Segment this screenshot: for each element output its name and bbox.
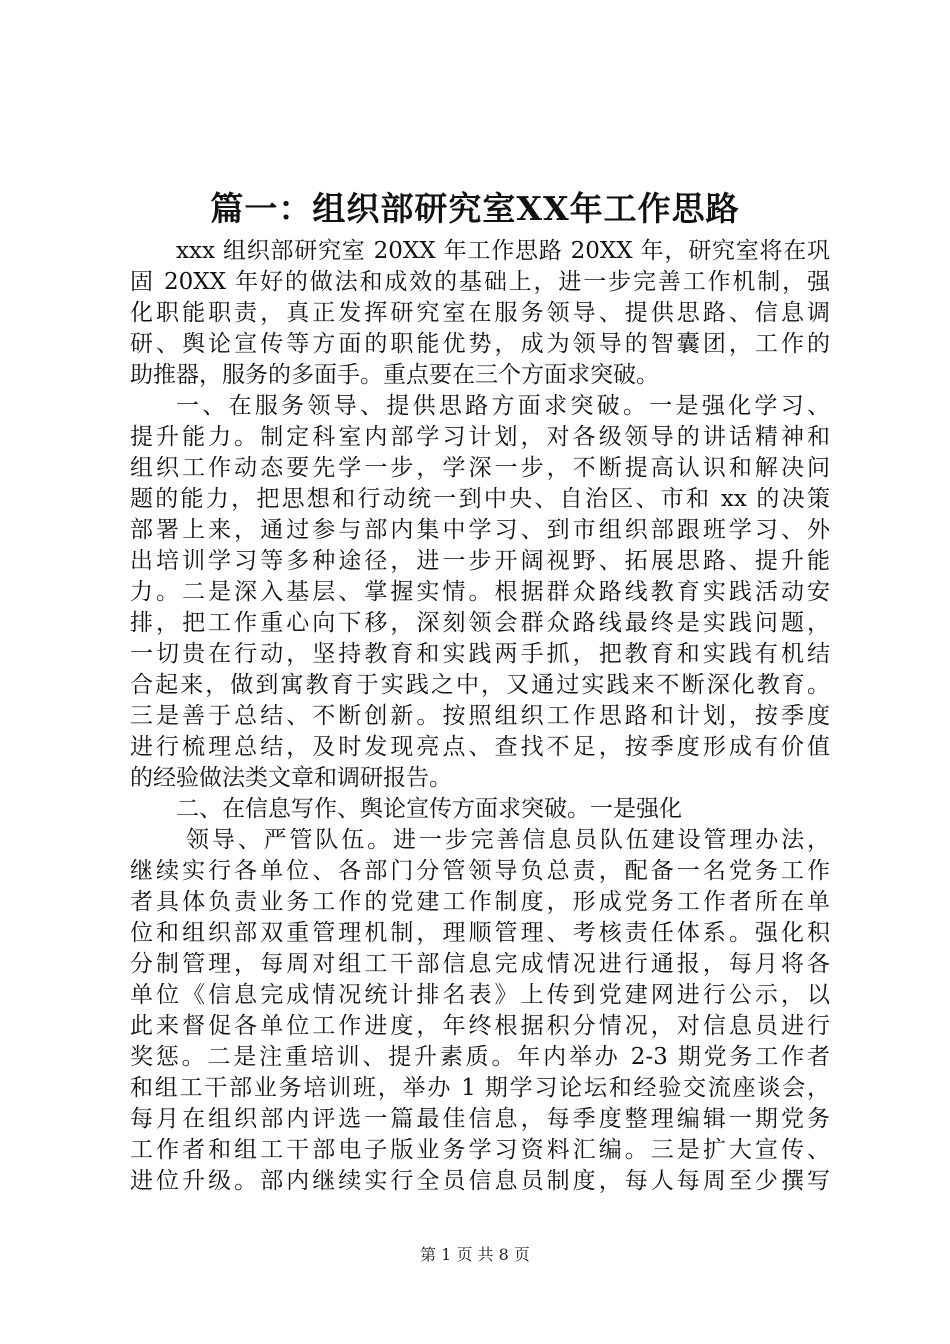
body-line: 合起来，做到寓教育于实践之中，又通过实践来不断深化教育。 (130, 672, 830, 698)
body-line: 三是善于总结、不断创新。按照组织工作思路和计划，按季度 (130, 703, 830, 729)
body-line: 提升能力。制定科室内部学习计划，对各级领导的讲话精神和 (130, 424, 830, 450)
body-line: 固 20XX 年好的做法和成效的基础上，进一步完善工作机制，强 (130, 269, 830, 295)
body-line: 排，把工作重心向下移，深刻领会群众路线最终是实践问题， (130, 610, 830, 636)
body-line: 此来督促各单位工作进度，年终根据积分情况，对信息员进行 (130, 1013, 830, 1039)
body-line: 继续实行各单位、各部门分管领导负总责，配备一名党务工作 (130, 858, 830, 884)
body-line: 位和组织部双重管理机制，理顺管理、考核责任体系。强化积 (130, 920, 830, 946)
body-line: 组织工作动态要先学一步，学深一步，不断提高认识和解决问 (130, 455, 830, 481)
document-title: 篇一：组织部研究室XX年工作思路 (210, 189, 740, 228)
body-line: 研、舆论宣传等方面的职能优势，成为领导的智囊团，工作的 (130, 331, 830, 357)
body-line: 分制管理，每周对组工干部信息完成情况进行通报，每月将各 (130, 951, 830, 977)
body-line: 奖惩。二是注重培训、提升素质。年内举办 2-3 期党务工作者 (130, 1044, 830, 1070)
body-line: 进行梳理总结，及时发现亮点、查找不足，按季度形成有价值 (130, 734, 830, 760)
body-line: 领导、严管队伍。进一步完善信息员队伍建设管理办法， (186, 827, 830, 853)
body-line: 的经验做法类文章和调研报告。 (130, 765, 452, 791)
document-body (130, 236, 830, 1197)
body-line: 出培训学习等多种途径，进一步开阔视野、拓展思路、提升能 (130, 548, 830, 574)
body-line: 进位升级。部内继续实行全员信息员制度，每人每周至少撰写 (130, 1168, 830, 1194)
body-line: 力。二是深入基层、掌握实情。根据群众路线教育实践活动安 (130, 579, 830, 605)
body-line: 每月在组织部内评选一篇最佳信息，每季度整理编辑一期党务 (130, 1106, 830, 1132)
body-line: 助推器，服务的多面手。重点要在三个方面求突破。 (130, 362, 659, 388)
body-line: 化职能职责，真正发挥研究室在服务领导、提供思路、信息调 (130, 300, 830, 326)
page-footer: 第 1 页 共 8 页 (420, 1245, 530, 1264)
body-line: 部署上来，通过参与部内集中学习、到市组织部跟班学习、外 (130, 517, 830, 543)
body-line: 一切贵在行动，坚持教育和实践两手抓，把教育和实践有机结 (130, 641, 830, 667)
body-line: 者具体负责业务工作的党建工作制度，形成党务工作者所在单 (130, 889, 830, 915)
body-line: 和组工干部业务培训班，举办 1 期学习论坛和经验交流座谈会， (130, 1075, 830, 1101)
body-line: 一、在服务领导、提供思路方面求突破。一是强化学习、 (176, 393, 830, 419)
body-line: xxx 组织部研究室 20XX 年工作思路 20XX 年，研究室将在巩 (176, 238, 830, 264)
body-line: 单位《信息完成情况统计排名表》上传到党建网进行公示，以 (130, 982, 830, 1008)
body-line: 工作者和组工干部电子版业务学习资料汇编。三是扩大宣传、 (130, 1137, 830, 1163)
body-line: 题的能力，把思想和行动统一到中央、自治区、市和 xx 的决策 (130, 486, 830, 512)
body-line: 二、在信息写作、舆论宣传方面求突破。一是强化 (176, 796, 682, 822)
